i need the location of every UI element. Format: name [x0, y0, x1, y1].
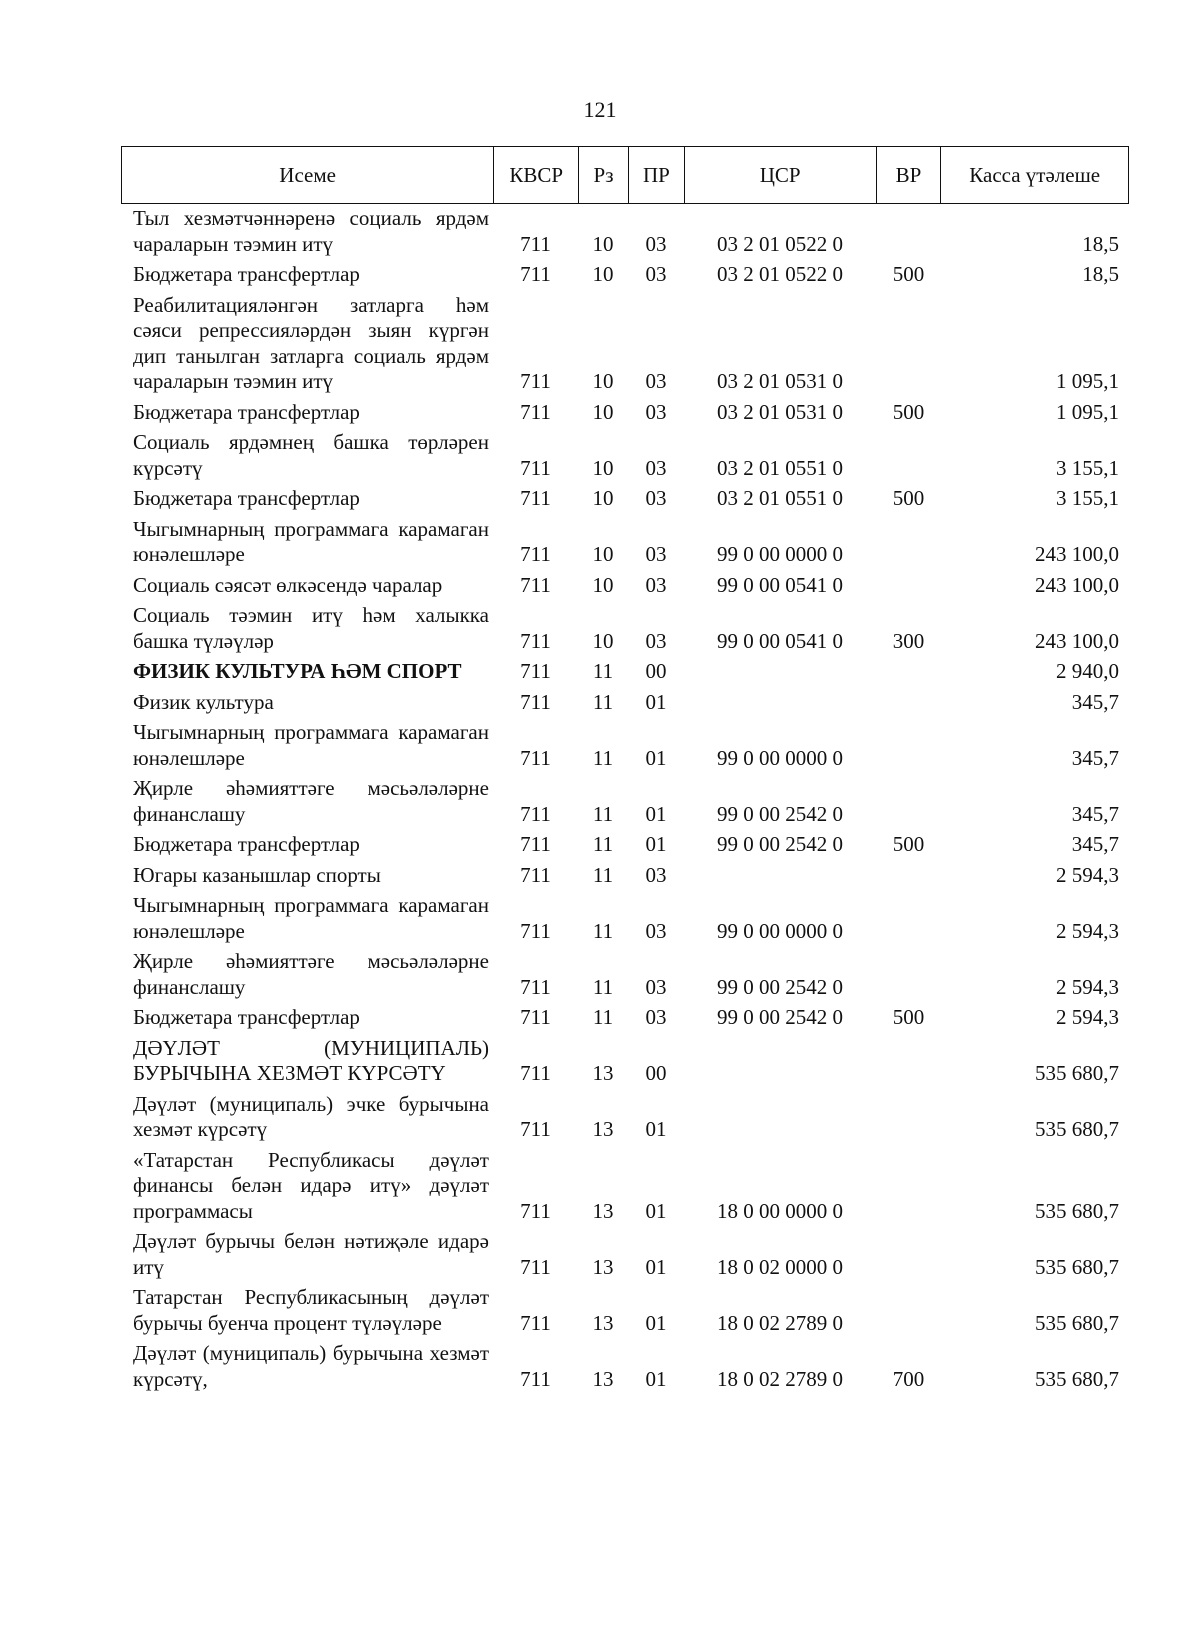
table-row [121, 720, 1129, 771]
cell-kvsr: 711 [520, 689, 551, 714]
cell-kvsr: 711 [520, 1117, 551, 1141]
table-row [121, 1229, 1129, 1280]
table-row [121, 1036, 1129, 1087]
header-kvsr: КВСР [493, 147, 578, 203]
cell-kvsr: 711 [520, 974, 551, 999]
cell-csr: 03 2 01 0551 0 [717, 486, 843, 510]
table-row [121, 206, 1129, 257]
cell-pr: 03 [645, 862, 667, 887]
cell-pr: 01 [645, 689, 667, 714]
table-row [121, 400, 1129, 426]
cell-kvsr: 711 [520, 918, 551, 943]
table-row [121, 659, 1129, 685]
cell-rz: 10 [592, 628, 614, 653]
cell-kassa: 345,7 [1071, 832, 1119, 856]
cell-kassa: 535 680,7 [1035, 1198, 1119, 1223]
cell-name: Чыгымнарның программага карамаган юнәлешләре [133, 720, 489, 770]
table-row [121, 1341, 1129, 1392]
cell-name: Бюджетара трансфертлар [133, 832, 360, 856]
cell-rz: 11 [592, 689, 614, 714]
cell-kassa: 18,5 [1082, 262, 1119, 286]
table-row [121, 603, 1129, 654]
cell-csr: 03 2 01 0522 0 [717, 262, 843, 286]
cell-kassa: 345,7 [1071, 801, 1119, 826]
cell-kassa: 18,5 [1082, 231, 1119, 256]
cell-name: Бюджетара трансфертлар [133, 1005, 360, 1029]
cell-csr: 99 0 00 0541 0 [717, 572, 843, 597]
cell-kassa: 1 095,1 [1056, 369, 1119, 393]
cell-pr: 03 [645, 455, 667, 480]
cell-rz: 11 [592, 862, 614, 887]
cell-kassa: 2 594,3 [1056, 974, 1119, 999]
cell-name: Бюджетара трансфертлар [133, 399, 360, 424]
table-row [121, 517, 1129, 568]
cell-rz: 10 [592, 455, 614, 480]
cell-name: Җирле әһәмияттәге мәсьәләләрне финанслашу [133, 949, 489, 999]
cell-kvsr: 711 [520, 832, 551, 856]
header-vr: ВР [876, 147, 941, 203]
cell-kassa: 243 100,0 [1035, 628, 1119, 653]
cell-pr: 01 [645, 1117, 667, 1141]
header-name: Исеме [279, 162, 336, 187]
cell-pr: 01 [645, 745, 667, 770]
cell-rz: 13 [592, 1061, 614, 1085]
cell-name: Тыл хезмәтчәннәренә социаль ярдәм чараларын тәэмин итү [133, 206, 489, 256]
header-pr: ПР [628, 147, 684, 203]
cell-kassa: 535 680,7 [1035, 1366, 1119, 1391]
cell-vr: 500 [892, 832, 925, 856]
cell-kassa: 345,7 [1071, 689, 1119, 714]
cell-csr: 99 0 00 2542 0 [717, 832, 843, 856]
table-row [121, 1005, 1129, 1031]
cell-name: Дәүләт бурычы белән нәтиҗәле идарә итү [133, 1229, 489, 1279]
cell-name: Татарстан Республикасының дәүләт бурычы буенча процент түләүләре [133, 1285, 489, 1335]
cell-rz: 10 [592, 399, 614, 424]
cell-kvsr: 711 [520, 542, 551, 566]
cell-kassa: 345,7 [1071, 745, 1119, 770]
cell-pr: 01 [645, 1366, 667, 1391]
table-row [121, 486, 1129, 512]
cell-name: Реабилитацияләнгән затларга һәм сәяси репрессияләрдән зыян күргән дип танылган затларга социаль ярдәм чараларын тәэмин итү [133, 292, 489, 393]
cell-kassa: 3 155,1 [1056, 455, 1119, 480]
table-row [121, 776, 1129, 827]
cell-csr: 99 0 00 0541 0 [717, 628, 843, 653]
cell-kassa: 243 100,0 [1035, 572, 1119, 597]
cell-kassa: 3 155,1 [1056, 486, 1119, 510]
cell-kassa: 2 594,3 [1056, 1005, 1119, 1029]
cell-csr: 18 0 02 2789 0 [717, 1366, 843, 1391]
cell-kassa: 535 680,7 [1035, 1117, 1119, 1141]
table-row [121, 832, 1129, 858]
cell-vr: 500 [892, 399, 925, 424]
cell-pr: 01 [645, 1198, 667, 1223]
cell-pr: 03 [645, 262, 667, 286]
cell-rz: 10 [592, 262, 614, 286]
table-row [121, 1092, 1129, 1143]
cell-kvsr: 711 [520, 1198, 551, 1223]
cell-pr: 01 [645, 801, 667, 826]
cell-kvsr: 711 [520, 1254, 551, 1279]
cell-kassa: 2 594,3 [1056, 918, 1119, 943]
cell-name: Дәүләт (муниципаль) эчке бурычына хезмәт күрсәтү [133, 1091, 489, 1141]
cell-csr: 18 0 02 0000 0 [717, 1254, 843, 1279]
budget-table [121, 146, 1129, 1397]
table-body [121, 206, 1129, 1392]
cell-name: Физик культура [133, 689, 274, 714]
cell-kassa: 535 680,7 [1035, 1061, 1119, 1085]
cell-kassa: 2 594,3 [1056, 862, 1119, 887]
cell-csr: 03 2 01 0531 0 [717, 369, 843, 393]
cell-vr: 500 [892, 262, 925, 286]
cell-kassa: 1 095,1 [1056, 399, 1119, 424]
cell-rz: 11 [592, 918, 614, 943]
table-row [121, 949, 1129, 1000]
cell-name: Бюджетара трансфертлар [133, 262, 360, 286]
cell-name: «Татарстан Республикасы дәүләт финансы белән идарә итү» дәүләт программасы [133, 1147, 489, 1223]
cell-csr: 18 0 02 2789 0 [717, 1310, 843, 1335]
cell-kvsr: 711 [520, 572, 551, 597]
cell-name: Җирле әһәмияттәге мәсьәләләрне финанслашу [133, 776, 489, 826]
cell-name: Чыгымнарның программага карамаган юнәлешләре [133, 893, 489, 943]
cell-kvsr: 711 [520, 1005, 551, 1029]
cell-rz: 11 [592, 832, 614, 856]
page-number: 121 [583, 97, 617, 122]
cell-pr: 00 [645, 1061, 667, 1085]
table-row [121, 430, 1129, 481]
cell-rz: 11 [592, 659, 614, 683]
cell-vr: 500 [892, 1005, 925, 1029]
table-row [121, 262, 1129, 288]
cell-kassa: 243 100,0 [1035, 542, 1119, 566]
cell-name: Социаль ярдәмнең башка төрләрен күрсәтү [133, 430, 489, 480]
cell-rz: 11 [592, 801, 614, 826]
cell-csr: 99 0 00 2542 0 [717, 974, 843, 999]
header-csr: ЦСР [684, 147, 876, 203]
cell-pr: 03 [645, 369, 667, 393]
cell-pr: 01 [645, 1310, 667, 1335]
cell-pr: 03 [645, 399, 667, 424]
cell-name: Бюджетара трансфертлар [133, 486, 360, 510]
cell-kvsr: 711 [520, 628, 551, 653]
cell-kassa: 535 680,7 [1035, 1254, 1119, 1279]
cell-pr: 03 [645, 542, 667, 566]
cell-rz: 13 [592, 1366, 614, 1391]
cell-csr: 99 0 00 2542 0 [717, 801, 843, 826]
table-header [121, 146, 1129, 204]
cell-csr: 18 0 00 0000 0 [717, 1198, 843, 1223]
cell-rz: 10 [592, 231, 614, 256]
cell-pr: 03 [645, 572, 667, 597]
cell-rz: 11 [592, 745, 614, 770]
cell-csr: 99 0 00 0000 0 [717, 918, 843, 943]
cell-rz: 13 [592, 1310, 614, 1335]
cell-name: Социаль тәэмин итү һәм халыкка башка түләүләр [133, 603, 489, 653]
cell-kvsr: 711 [520, 659, 551, 683]
table-row [121, 863, 1129, 889]
cell-kvsr: 711 [520, 1310, 551, 1335]
cell-rz: 13 [592, 1117, 614, 1141]
table-row [121, 893, 1129, 944]
cell-kvsr: 711 [520, 1061, 551, 1085]
cell-csr: 99 0 00 0000 0 [717, 745, 843, 770]
cell-kvsr: 711 [520, 1366, 551, 1391]
cell-vr: 700 [892, 1366, 925, 1391]
table-row [121, 1148, 1129, 1225]
cell-kvsr: 711 [520, 801, 551, 826]
cell-rz: 10 [592, 369, 614, 393]
cell-csr: 99 0 00 0000 0 [717, 542, 843, 566]
cell-name: Югары казанышлар спорты [133, 862, 381, 887]
table-row [121, 690, 1129, 716]
cell-rz: 13 [592, 1254, 614, 1279]
cell-kvsr: 711 [520, 455, 551, 480]
cell-kvsr: 711 [520, 262, 551, 286]
cell-csr: 03 2 01 0551 0 [717, 455, 843, 480]
cell-csr: 03 2 01 0522 0 [717, 231, 843, 256]
cell-name: Дәүләт (муниципаль) бурычына хезмәт күрсәтү, [133, 1341, 489, 1391]
table-row [121, 1285, 1129, 1336]
table-row [121, 573, 1129, 599]
cell-pr: 03 [645, 1005, 667, 1029]
cell-pr: 03 [645, 918, 667, 943]
cell-csr: 03 2 01 0531 0 [717, 399, 843, 424]
cell-pr: 03 [645, 486, 667, 510]
cell-name: ФИЗИК КУЛЬТУРА ҺӘМ СПОРТ [133, 659, 462, 683]
cell-pr: 01 [645, 1254, 667, 1279]
cell-kvsr: 711 [520, 399, 551, 424]
cell-name: ДӘҮЛӘТ (МУНИЦИПАЛЬ) БУРЫЧЫНА ХЕЗМӘТ КҮРСӘТҮ [133, 1035, 489, 1085]
cell-kvsr: 711 [520, 862, 551, 887]
cell-rz: 13 [592, 1198, 614, 1223]
cell-kassa: 2 940,0 [1056, 659, 1119, 683]
cell-rz: 10 [592, 542, 614, 566]
cell-name: Чыгымнарның программага карамаган юнәлешләре [133, 516, 489, 566]
cell-pr: 03 [645, 231, 667, 256]
cell-rz: 11 [592, 1005, 614, 1029]
cell-kvsr: 711 [520, 231, 551, 256]
cell-pr: 03 [645, 974, 667, 999]
cell-kvsr: 711 [520, 369, 551, 393]
cell-kvsr: 711 [520, 486, 551, 510]
table-row [121, 293, 1129, 395]
cell-kvsr: 711 [520, 745, 551, 770]
cell-vr: 500 [892, 486, 925, 510]
cell-rz: 11 [592, 974, 614, 999]
cell-vr: 300 [892, 628, 925, 653]
cell-rz: 10 [592, 486, 614, 510]
header-kassa: Касса үтәлеше [940, 147, 1128, 203]
cell-name: Социаль сәясәт өлкәсендә чаралар [133, 572, 443, 597]
cell-pr: 01 [645, 832, 667, 856]
cell-pr: 00 [645, 659, 667, 683]
header-rz: Рз [578, 147, 628, 203]
cell-rz: 10 [592, 572, 614, 597]
cell-pr: 03 [645, 628, 667, 653]
cell-kassa: 535 680,7 [1035, 1310, 1119, 1335]
cell-csr: 99 0 00 2542 0 [717, 1005, 843, 1029]
